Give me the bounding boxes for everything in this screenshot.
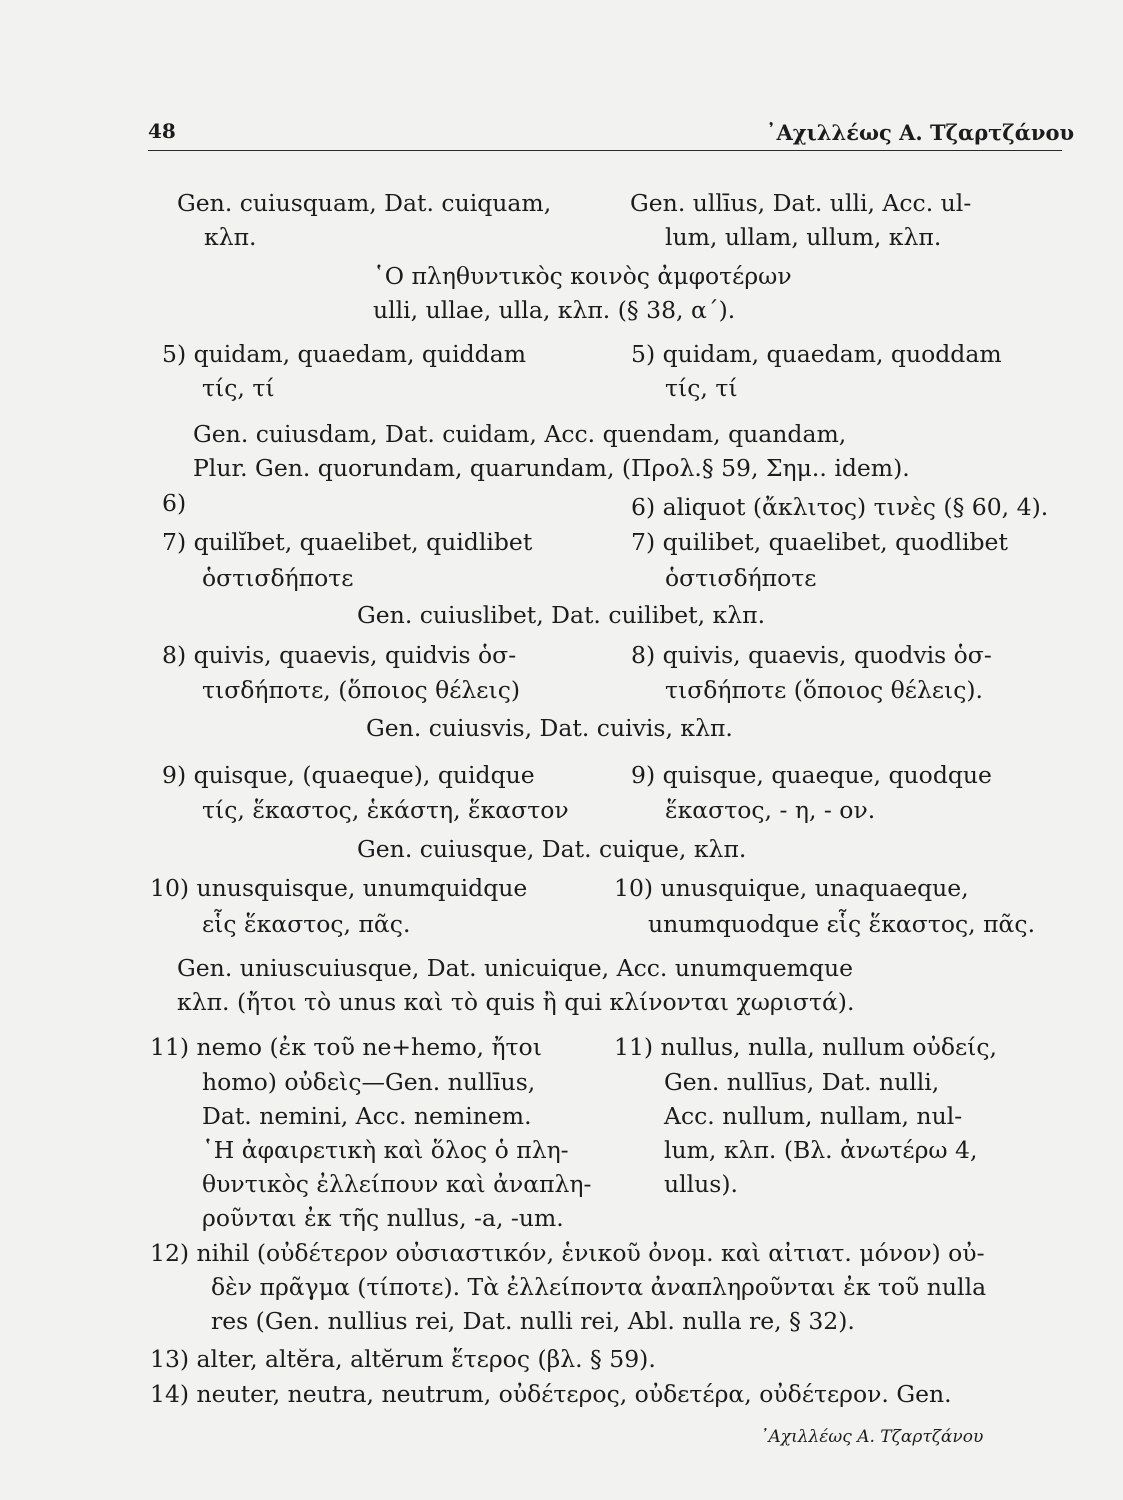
s8-left-line-2: τισδήποτε, (ὅποιος θέλεις): [202, 676, 521, 704]
s7-left-line-2: ὁστισδήποτε: [202, 564, 354, 592]
s9-right-line-2: ἕκαστος, - η, - ον.: [665, 796, 876, 824]
header-rule: [148, 150, 1062, 151]
s10-right-line-2: unumquodque εἷς ἕκαστος, πᾶς.: [648, 910, 1036, 938]
s14-line-1: 14) neuter, neutra, neutrum, οὐδέτερος, οὐδετέρα, οὐδέτερον. Gen.: [150, 1380, 952, 1408]
s12-line-3: res (Gen. nullius rei, Dat. nulli rei, Abl. nulla re, § 32).: [211, 1307, 855, 1335]
s5-gen-line-1: Gen. cuiusdam, Dat. cuidam, Acc. quendam, quandam,: [193, 420, 847, 448]
s10-gen-line-2: κλπ. (ἤτοι τὸ unus καὶ τὸ quis ἢ qui κλίνονται χωριστά).: [177, 988, 855, 1016]
s7-right-line-2: ὁστισδήποτε: [665, 564, 817, 592]
s11-left-line-2: homo) οὐδεὶς—Gen. nullīus,: [202, 1068, 536, 1096]
s10-right-line-1: 10) unusquique, unaquaeque,: [614, 874, 969, 902]
s13-line-1: 13) alter, altĕra, altĕrum ἕτερος (βλ. § 59).: [150, 1345, 656, 1373]
s4-right-line-2: lum, ullam, ullum, κλπ.: [665, 223, 942, 251]
s4-left-line-2: κλπ.: [204, 223, 257, 251]
s12-line-2: δὲν πρᾶγμα (τίποτε). Τὰ ἐλλείποντα ἀναπληροῦνται ἐκ τοῦ nulla: [211, 1273, 987, 1301]
s11-left-line-6: ροῦνται ἐκ τῆς nullus, -a, -um.: [202, 1204, 564, 1232]
s11-right-line-4: lum, κλπ. (Βλ. ἀνωτέρω 4,: [664, 1136, 978, 1164]
s7-left-line-1: 7) quilĭbet, quaelibet, quidlibet: [162, 528, 533, 556]
s6-left: 6): [162, 489, 187, 517]
s11-left-line-3: Dat. nemini, Acc. neminem.: [202, 1102, 532, 1130]
s9-right-line-1: 9) quisque, quaeque, quodque: [631, 761, 992, 789]
s8-right-line-2: τισδήποτε (ὅποιος θέλεις).: [665, 676, 984, 704]
s11-left-line-1: 11) nemo (ἐκ τοῦ ne+hemo, ἤτοι: [150, 1033, 542, 1061]
s6-right: 6) aliquot (ἄκλιτος) τινὲς (§ 60, 4).: [631, 493, 1049, 521]
s9-gen: Gen. cuiusque, Dat. cuique, κλπ.: [357, 835, 747, 863]
page-number: 48: [148, 119, 176, 143]
s4-right-line-1: Gen. ullīus, Dat. ulli, Acc. ul-: [630, 189, 972, 217]
s11-right-line-1: 11) nullus, nulla, nullum οὐδείς,: [614, 1033, 998, 1061]
s11-left-line-5: θυντικὸς ἐλλείπουν καὶ ἀναπλη-: [202, 1170, 592, 1198]
s5-left-line-2: τίς, τί: [202, 374, 275, 402]
s8-gen: Gen. cuiusvis, Dat. cuivis, κλπ.: [366, 714, 733, 742]
footer-author: ᾿Αχιλλέως Α. Τζαρτζάνου: [760, 1427, 984, 1447]
s4-note-line-1: ῾Ο πληθυντικὸς κοινὸς ἀμφοτέρων: [373, 262, 792, 290]
s4-left-line-1: Gen. cuiusquam, Dat. cuiquam,: [177, 189, 552, 217]
s9-left-line-1: 9) quisque, (quaeque), quidque: [162, 761, 535, 789]
s5-gen-line-2: Plur. Gen. quorundam, quarundam, (Προλ.§ 59, Σημ.. idem).: [193, 454, 910, 482]
s10-gen-line-1: Gen. uniuscuiusque, Dat. unicuique, Acc. unumquemque: [177, 954, 854, 982]
s8-left-line-1: 8) quivis, quaevis, quidvis ὁσ-: [162, 641, 517, 669]
s4-note-line-2: ulli, ullae, ulla, κλπ. (§ 38, α΄).: [373, 296, 736, 324]
s11-right-line-3: Acc. nullum, nullam, nul-: [664, 1102, 963, 1130]
s5-right-line-2: τίς, τί: [665, 374, 738, 402]
s5-left-line-1: 5) quidam, quaedam, quiddam: [162, 340, 527, 368]
s5-right-line-1: 5) quidam, quaedam, quoddam: [631, 340, 1002, 368]
s7-gen: Gen. cuiuslibet, Dat. cuilibet, κλπ.: [357, 601, 766, 629]
s10-left-line-1: 10) unusquisque, unumquidque: [150, 874, 528, 902]
s11-right-line-5: ullus).: [664, 1170, 738, 1198]
s11-left-line-4: ῾Η ἀφαιρετικὴ καὶ ὅλος ὁ πλη-: [202, 1136, 569, 1164]
s8-right-line-1: 8) quivis, quaevis, quodvis ὁσ-: [631, 641, 992, 669]
s11-right-line-2: Gen. nullīus, Dat. nulli,: [664, 1068, 940, 1096]
s9-left-line-2: τίς, ἕκαστος, ἑκάστη, ἕκαστον: [202, 796, 569, 824]
s10-left-line-2: εἷς ἕκαστος, πᾶς.: [202, 910, 411, 938]
s7-right-line-1: 7) quilibet, quaelibet, quodlibet: [631, 528, 1008, 556]
running-title: ᾿Αχιλλέως Α. Τζαρτζάνου: [766, 120, 1075, 145]
s12-line-1: 12) nihil (οὐδέτερον οὐσιαστικόν, ἑνικοῦ ὀνομ. καὶ αἰτιατ. μόνον) οὐ-: [150, 1239, 985, 1267]
